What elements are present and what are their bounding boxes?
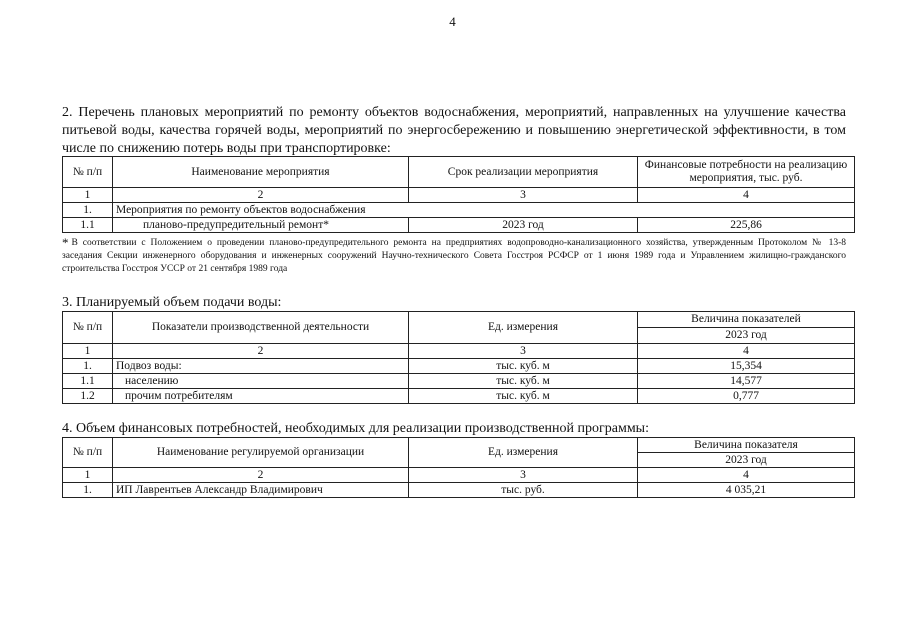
footnote-text: В соответствии с Положением о проведении планово-предупредительного ремонта на предприятиях водопроводно-канализационного хозяйства, утвержденным Протоколом № 13-8 заседания Секции инженерного оборудования и инженерных сооружений Научно-технического Совета Госстроя РСФСР от 1 июня 1989 года и Управлением жилищно-гражданского строительства Госстроя УССР от 21 сентября 1989 года [62, 238, 846, 274]
index-cell: 2 [113, 468, 409, 483]
row-num: 1. [63, 483, 113, 498]
header-term: Срок реализации мероприятия [409, 157, 638, 188]
header-measure-name: Наименование мероприятия [113, 157, 409, 188]
measure-name: планово-предупредительный ремонт* [113, 218, 409, 233]
index-cell: 1 [63, 188, 113, 203]
row-num: 1.2 [63, 389, 113, 404]
index-cell: 4 [638, 468, 855, 483]
header-organization: Наименование регулируемой организации [113, 438, 409, 468]
header-unit: Ед. измерения [409, 312, 638, 344]
indicator-name: населению [113, 374, 409, 389]
indicator-unit: тыс. куб. м [409, 359, 638, 374]
maintenance-measures-table [62, 156, 855, 233]
header-indicator: Показатели производственной деятельности [113, 312, 409, 344]
header-num: № п/п [63, 438, 113, 468]
header-year: 2023 год [638, 328, 855, 344]
organization-name: ИП Лаврентьев Александр Владимирович [113, 483, 409, 498]
header-financial-needs: Финансовые потребности на реализацию мероприятия, тыс. руб. [638, 157, 855, 188]
indicator-value: 0,777 [638, 389, 855, 404]
row-num: 1. [63, 359, 113, 374]
indicator-name: Подвоз воды: [113, 359, 409, 374]
header-year: 2023 год [638, 453, 855, 468]
row-num: 1.1 [63, 218, 113, 233]
index-cell: 1 [63, 344, 113, 359]
header-unit: Ед. измерения [409, 438, 638, 468]
header-num: № п/п [63, 312, 113, 344]
header-value: Величина показателей [638, 312, 855, 328]
group-name: Мероприятия по ремонту объектов водоснабжения [113, 203, 855, 218]
measure-term: 2023 год [409, 218, 638, 233]
table-row [63, 389, 855, 404]
table-row [63, 359, 855, 374]
row-num: 1.1 [63, 374, 113, 389]
indicator-value: 14,577 [638, 374, 855, 389]
table-row [63, 374, 855, 389]
footnote-star: * [62, 235, 69, 250]
page-number: 4 [449, 14, 456, 29]
index-cell: 3 [409, 344, 638, 359]
financial-needs-table [62, 437, 855, 498]
organization-unit: тыс. руб. [409, 483, 638, 498]
section-2-title: 2. Перечень плановых мероприятий по ремонту объектов водоснабжения, мероприятий, направленных на улучшение качества питьевой воды, качества горячей воды, мероприятий по энергосбережению и повышению энергетической эффективности, в том числе по снижению потерь воды при транспортировке: [62, 105, 846, 156]
table-row [63, 203, 855, 218]
section-3-title: 3. Планируемый объем подачи воды: [62, 295, 282, 310]
water-supply-volume-table [62, 311, 855, 404]
index-cell: 1 [63, 468, 113, 483]
measure-amount: 225,86 [638, 218, 855, 233]
index-cell: 4 [638, 188, 855, 203]
index-cell: 4 [638, 344, 855, 359]
indicator-value: 15,354 [638, 359, 855, 374]
indicator-unit: тыс. куб. м [409, 374, 638, 389]
section-4-title: 4. Объем финансовых потребностей, необходимых для реализации производственной программы: [62, 421, 649, 436]
index-cell: 3 [409, 468, 638, 483]
footnote [62, 236, 846, 276]
indicator-unit: тыс. куб. м [409, 389, 638, 404]
header-num: № п/п [63, 157, 113, 188]
table-row [63, 218, 855, 233]
index-cell: 3 [409, 188, 638, 203]
organization-value: 4 035,21 [638, 483, 855, 498]
index-cell: 2 [113, 344, 409, 359]
index-cell: 2 [113, 188, 409, 203]
row-num: 1. [63, 203, 113, 218]
header-value: Величина показателя [638, 438, 855, 453]
table-row [63, 483, 855, 498]
indicator-name: прочим потребителям [113, 389, 409, 404]
